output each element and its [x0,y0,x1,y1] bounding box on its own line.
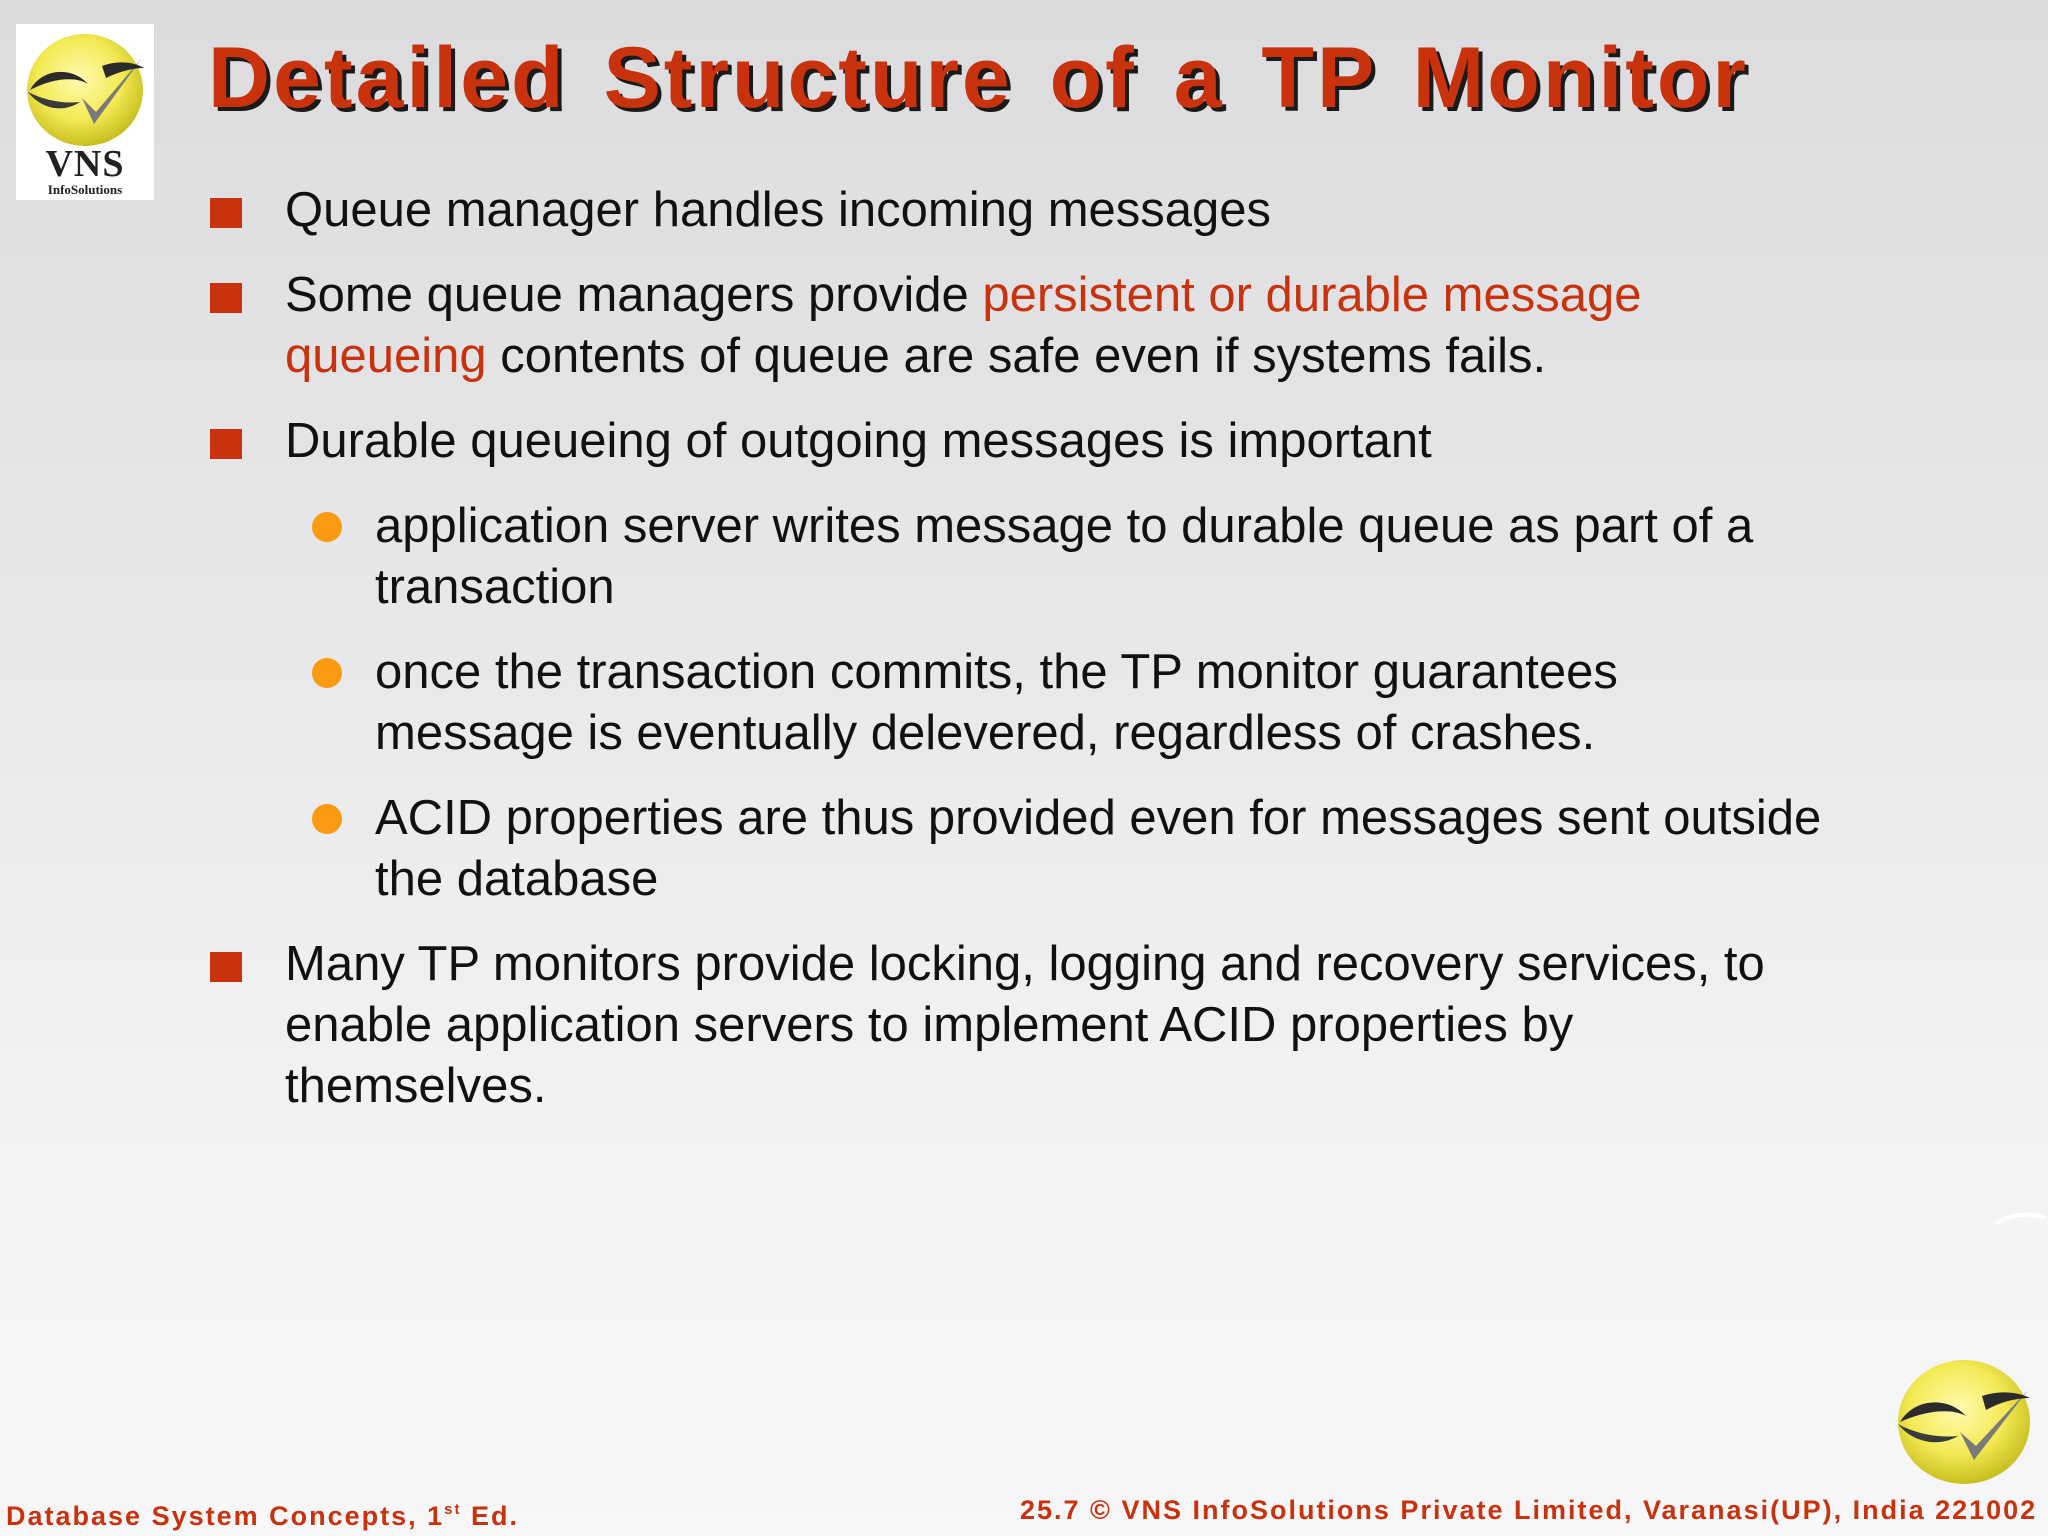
square-bullet-icon [210,429,242,459]
slide-title: Detailed Structure of a TP Monitor [208,30,1749,126]
footer-copyright: 25.7 © VNS InfoSolutions Private Limited, Varanasi(UP), India 221002 [1020,1495,2038,1525]
bullet-text: Some queue managers provide [285,268,983,322]
sub-bullet-item-3 [208,788,1828,910]
footer-logo-ball-icon [1894,1356,2036,1486]
circle-bullet-icon [312,658,342,688]
vns-logo [16,24,154,200]
bullet-text-continued: contents of queue are safe even if systems fails. [486,329,1547,383]
bullet-text: Durable queueing of outgoing messages is important [285,414,1432,468]
highlighted-phrase: persistent or durable message queueing [285,268,1642,383]
logo-ball-icon [22,28,148,148]
sub-bullet-text: application server writes message to durable queue as part of a transaction [375,499,1754,614]
square-bullet-icon [210,283,242,313]
square-bullet-icon [210,952,242,982]
sub-bullet-text: ACID properties are thus provided even for messages sent outside the database [375,791,1822,906]
bullet-text: Many TP monitors provide locking, logging and recovery services, to enable application servers to implement ACID properties by themselves. [285,937,1765,1113]
bullet-item-4 [208,934,1828,1117]
bullet-item-3 [208,411,1828,472]
logo-text: VNS [45,143,125,185]
bullet-item-2 [208,265,1828,387]
slide-content [208,180,1828,1141]
square-bullet-icon [210,198,242,228]
bullet-item-1 [208,180,1828,241]
sub-bullet-text: once the transaction commits, the TP monitor guarantees message is eventually delevered, regardless of crashes. [375,645,1618,760]
bullet-text: Queue manager handles incoming messages [285,183,1272,237]
logo-subtitle: InfoSolutions [47,182,123,197]
sub-bullet-item-2 [208,642,1828,764]
circle-bullet-icon [312,512,342,542]
footer-book-title: Database System Concepts, 1st Ed. [6,1501,520,1531]
circle-bullet-icon [312,804,342,834]
decorative-curl-icon [1994,1212,2048,1228]
sub-bullet-item-1 [208,496,1828,618]
